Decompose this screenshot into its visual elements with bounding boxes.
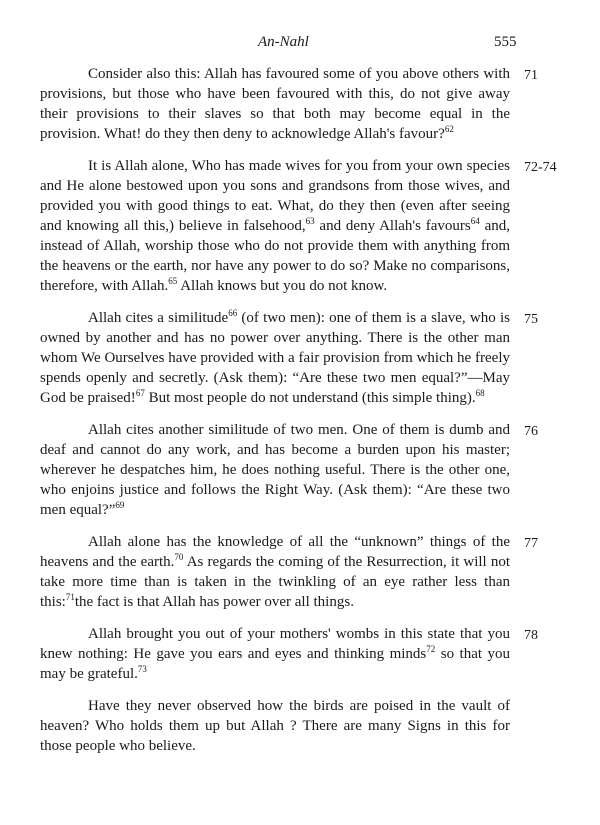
footnote-marker: 63 (305, 216, 315, 226)
footnote-marker: 64 (470, 216, 480, 226)
paragraph-text (40, 696, 510, 756)
text-run: Allah knows but you do not know. (177, 278, 388, 294)
footnote-marker: 65 (168, 276, 178, 286)
running-title: An-Nahl (258, 34, 309, 50)
footnote-marker: 73 (137, 664, 147, 674)
verse-number: 76 (524, 424, 538, 439)
text-run: the fact is that Allah has power over all things. (74, 594, 354, 610)
paragraph-text (40, 532, 510, 612)
paragraph-text (40, 308, 510, 408)
page-number: 555 (494, 34, 517, 50)
text-run: and, instead of Allah, worship those who do not provide them with anything from the heavens or the earth, nor have any power to do so? Make no comparisons, therefore, with Allah. (40, 218, 511, 294)
footnote-marker: 68 (475, 388, 485, 398)
verse-number: 77 (524, 536, 538, 551)
paragraph (40, 64, 538, 144)
text-run: so that you may be grateful. (40, 646, 510, 682)
footnote-marker: 71 (65, 592, 75, 602)
paragraph (40, 624, 538, 684)
paragraph (40, 696, 510, 756)
text-run: Allah cites a similitude (88, 310, 229, 326)
paragraph-text (40, 420, 510, 520)
page-content (40, 64, 557, 768)
verse-number: 75 (524, 312, 538, 327)
paragraph-text (40, 64, 510, 144)
text-run: (of two men): one of them is a slave, who is owned by another and has no power over anything. There is the other man whom We Ourselves have provided with a fair provision from which he freely spends openly and secretly. (Ask them): “Are these two men equal?”—May God be praised! (40, 310, 510, 406)
paragraph (40, 308, 538, 408)
footnote-marker: 72 (426, 644, 436, 654)
footnote-marker: 67 (135, 388, 145, 398)
paragraph-text (40, 624, 510, 684)
paragraph (40, 156, 557, 296)
paragraph (40, 420, 538, 520)
paragraph-text (40, 156, 510, 296)
page-header (0, 34, 600, 58)
text-run: Allah cites another similitude of two men. One of them is dumb and deaf and cannot do any work, and has become a burden upon his master; wherever he despatches him, he does nothing useful. There is the other one, who enjoins justice and follows the Right Way. (Ask them): “Are these two men equal?” (40, 422, 510, 518)
footnote-marker: 70 (174, 552, 184, 562)
paragraph (40, 532, 538, 612)
verse-number: 71 (524, 68, 538, 83)
text-run: As regards the coming of the Resurrection, it will not take more time than is taken in the twinkling of an eye rather less than this: (40, 554, 510, 610)
text-run: Have they never observed how the birds are poised in the vault of heaven? Who holds them up but Allah ? There are many Signs in this for those people who believe. (40, 698, 510, 754)
text-run: Consider also this: Allah has favoured some of you above others with provisions, but those who have been favoured with this, do not give away their provisions to their slaves so that both may become equal in the provision. What! do they then deny to acknowledge Allah's favour? (40, 66, 510, 142)
text-run: and deny Allah's favours (314, 218, 471, 234)
verse-number: 72-74 (524, 160, 557, 175)
text-run: Allah brought you out of your mothers' wombs in this state that you knew nothing: He gave you ears and eyes and thinking minds (40, 626, 510, 662)
footnote-marker: 66 (228, 308, 238, 318)
text-run: But most people do not understand (this simple thing). (144, 390, 476, 406)
verse-number: 78 (524, 628, 538, 643)
footnote-marker: 69 (115, 500, 125, 510)
footnote-marker: 62 (444, 124, 454, 134)
text-run: Allah alone has the knowledge of all the “unknown” things of the heavens and the earth. (40, 534, 510, 570)
text-run: It is Allah alone, Who has made wives for you from your own species and He alone bestowed upon you sons and grandsons from those wives, and provided you with good things to eat. What, do they then (even after seeing and knowing all this,) believe in falsehood, (40, 158, 510, 234)
